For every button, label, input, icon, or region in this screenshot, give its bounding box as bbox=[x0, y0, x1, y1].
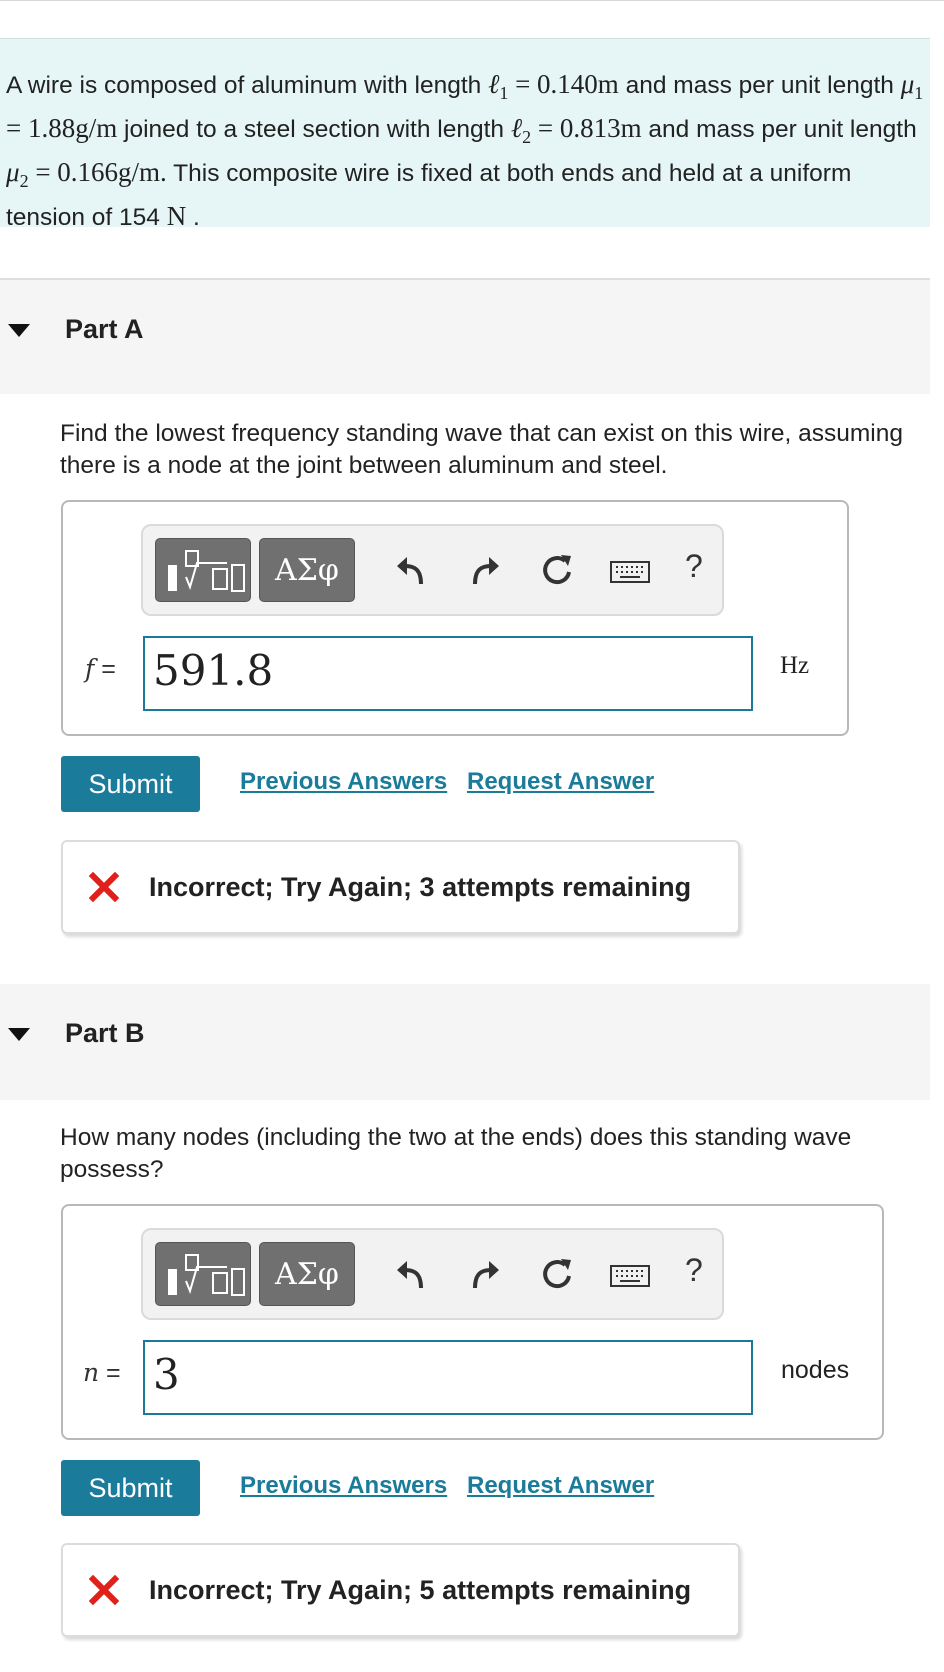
collapse-triangle-icon[interactable] bbox=[8, 324, 30, 337]
request-answer-link[interactable]: Request Answer bbox=[467, 768, 655, 795]
feedback-text: Incorrect; Try Again; 5 attempts remaining bbox=[149, 1575, 692, 1605]
math-toolbar bbox=[141, 524, 724, 616]
undo-icon[interactable] bbox=[391, 548, 431, 594]
mu-1-value: = 1.88g/m bbox=[6, 113, 118, 143]
math-toolbar bbox=[141, 1228, 724, 1320]
reset-icon[interactable] bbox=[537, 548, 577, 594]
reset-icon[interactable] bbox=[537, 1252, 577, 1298]
mu-2-symbol: $\mu_2$ bbox=[6, 157, 29, 191]
part-b-title: Part B bbox=[65, 1018, 145, 1048]
frequency-unit: Hz bbox=[780, 652, 810, 679]
templates-button[interactable] bbox=[155, 1242, 251, 1306]
greek-symbols-button[interactable]: ΑΣφ bbox=[259, 1242, 355, 1306]
length-2-value: = 0.813m bbox=[531, 113, 642, 143]
previous-answers-link[interactable]: Previous Answers bbox=[240, 768, 448, 795]
problem-text: and mass per unit length bbox=[641, 116, 917, 143]
feedback-message bbox=[61, 840, 740, 934]
problem-text: . bbox=[186, 204, 200, 231]
help-button[interactable]: ? bbox=[685, 1252, 703, 1288]
part-a-header[interactable] bbox=[0, 278, 930, 394]
part-b-header[interactable] bbox=[0, 984, 930, 1100]
nodes-label: n = bbox=[83, 1358, 121, 1387]
undo-icon[interactable] bbox=[391, 1252, 431, 1298]
top-divider bbox=[0, 0, 944, 1]
nodes-unit: nodes bbox=[781, 1356, 850, 1384]
feedback-message bbox=[61, 1543, 740, 1637]
part-b-question: How many nodes (including the two at the ends) does this standing wave possess? bbox=[60, 1124, 852, 1183]
problem-text: A wire is composed of aluminum with length bbox=[6, 72, 489, 99]
templates-button[interactable] bbox=[155, 538, 251, 602]
frequency-input[interactable]: 591.8 bbox=[143, 636, 753, 711]
request-answer-link[interactable]: Request Answer bbox=[467, 1472, 655, 1499]
feedback-text: Incorrect; Try Again; 3 attempts remaining bbox=[149, 872, 692, 902]
length-2-symbol: ℓ$_2$ bbox=[510, 113, 532, 147]
length-1-value: = 0.140m bbox=[508, 69, 619, 99]
redo-icon[interactable] bbox=[465, 548, 505, 594]
greek-symbols-button[interactable]: ΑΣφ bbox=[259, 538, 355, 602]
problem-text: This composite wire is fixed at both ends and held at a uniform tension of 154 bbox=[6, 160, 852, 231]
templates-icon bbox=[156, 1243, 252, 1307]
incorrect-x-icon bbox=[89, 1575, 119, 1605]
frequency-label: f = bbox=[85, 654, 116, 683]
redo-icon[interactable] bbox=[465, 1252, 505, 1298]
mu-1-symbol: $\mu_1$ bbox=[900, 69, 924, 103]
keyboard-icon[interactable] bbox=[609, 548, 651, 594]
part-a-answer-box bbox=[61, 500, 849, 736]
incorrect-x-icon bbox=[89, 872, 119, 902]
templates-icon bbox=[156, 539, 252, 603]
keyboard-icon[interactable] bbox=[609, 1252, 651, 1298]
submit-button[interactable]: Submit bbox=[61, 756, 200, 812]
part-b-answer-box bbox=[61, 1204, 884, 1440]
problem-text: joined to a steel section with length bbox=[117, 116, 511, 143]
nodes-input[interactable]: 3 bbox=[143, 1340, 753, 1415]
collapse-triangle-icon[interactable] bbox=[8, 1028, 30, 1041]
part-a-question: Find the lowest frequency standing wave that can exist on this wire, assuming there is a node at the joint between aluminum and steel. bbox=[60, 420, 903, 479]
tension-unit: N bbox=[166, 201, 187, 231]
mu-2-value: = 0.166g/m. bbox=[28, 157, 167, 187]
help-button[interactable]: ? bbox=[685, 548, 703, 584]
problem-statement bbox=[0, 38, 930, 231]
previous-answers-link[interactable]: Previous Answers bbox=[240, 1472, 448, 1499]
submit-button[interactable]: Submit bbox=[61, 1460, 200, 1516]
length-1-symbol: ℓ$_1$ bbox=[488, 69, 509, 103]
problem-text: and mass per unit length bbox=[618, 72, 901, 99]
part-a-title: Part A bbox=[65, 314, 144, 344]
